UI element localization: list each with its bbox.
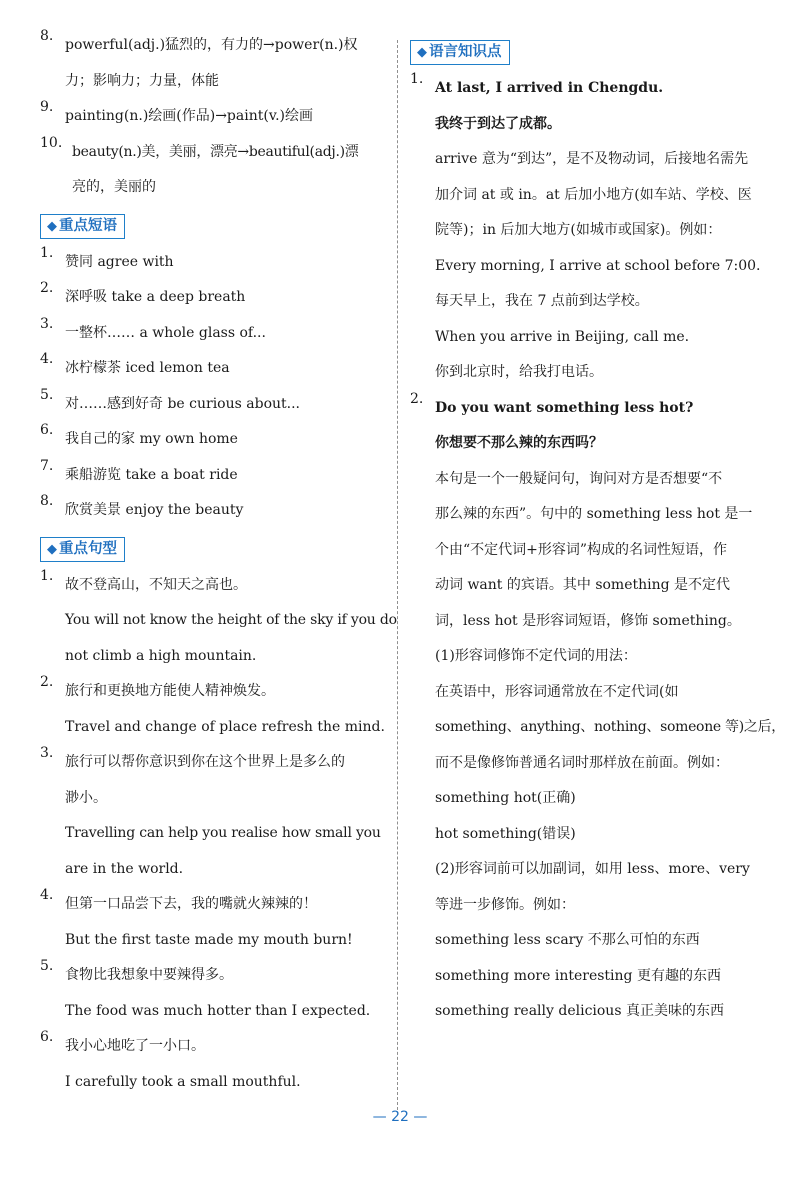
phrase-list xyxy=(40,245,385,529)
section-heading-label: 重点句型 xyxy=(59,540,117,557)
vocab-item xyxy=(40,135,385,206)
point-example: something hot(正确) xyxy=(435,790,576,806)
point-example-en: When you arrive in Beijing, call me. xyxy=(435,328,690,345)
point-text: 在英语中，形容词通常放在不定代词(如 xyxy=(435,683,679,700)
sentence-en: You will not know the height of the sky if you do xyxy=(65,612,397,628)
phrase-item: 一整杯…… a whole glass of... xyxy=(65,324,266,341)
phrase-item: 乘船游览 take a boat ride xyxy=(65,466,238,483)
diamond-icon: ◆ xyxy=(47,541,57,557)
point-text: 院等)；in 后加大地方(如城市或国家)。例如： xyxy=(435,222,722,238)
point-text: arrive 意为“到达”，是不及物动词，后接地名需先 xyxy=(435,151,749,167)
phrase-item: 深呼吸 take a deep breath xyxy=(65,289,246,305)
sentence-zh: 旅行和更换地方能使人精神焕发。 xyxy=(65,683,275,699)
item-number: 4. xyxy=(40,887,54,903)
item-number: 5. xyxy=(40,958,54,974)
item-number: 3. xyxy=(40,745,54,761)
vocab-line: powerful(adj.)猛烈的，有力的→power(n.)权 xyxy=(65,37,358,53)
point-example-zh: 你到北京时，给我打电话。 xyxy=(435,364,603,380)
sentence-en: I carefully took a small mouthful. xyxy=(65,1073,301,1090)
point-text: 动词 want 的宾语。其中 something 是不定代 xyxy=(435,577,731,593)
diamond-icon: ◆ xyxy=(417,45,427,60)
sentence-en: are in the world. xyxy=(65,860,184,877)
point-text: 等进一步修饰。例如： xyxy=(435,896,575,913)
sentence-en: Travel and change of place refresh the mind. xyxy=(65,718,385,735)
diamond-icon: ◆ xyxy=(47,218,57,234)
item-number: 6. xyxy=(40,1029,54,1045)
point-example: hot something(错误) xyxy=(435,825,576,842)
item-number: 1. xyxy=(410,71,424,87)
knowledge-point xyxy=(410,391,755,427)
item-number: 5. xyxy=(40,386,54,403)
point-body xyxy=(410,107,761,391)
sentence-list xyxy=(40,567,397,1101)
sentence-zh: 旅行可以帮你意识到你在这个世界上是多么的 xyxy=(65,754,345,770)
item-number: 8. xyxy=(40,28,54,44)
point-text: 词，less hot 是形容词短语，修饰 something。 xyxy=(435,612,741,629)
vocab-line: 亮的，美丽的 xyxy=(72,179,156,195)
item-number: 2. xyxy=(40,674,54,690)
item-number: 1. xyxy=(40,567,54,584)
point-text: something、anything、nothing、someone 等)之后， xyxy=(435,719,786,735)
knowledge-point xyxy=(410,71,755,107)
phrase-item: 欣赏美景 enjoy the beauty xyxy=(65,502,244,518)
item-number: 1. xyxy=(40,244,54,261)
sentence-item xyxy=(40,567,397,675)
item-number: 9. xyxy=(40,99,54,115)
point-body xyxy=(410,426,786,1030)
sentence-en: Travelling can help you realise how small you xyxy=(65,825,381,841)
point-text: (1)形容词修饰不定代词的用法： xyxy=(435,648,637,664)
page-number: — 22 — xyxy=(372,1109,428,1125)
right-column xyxy=(410,28,786,1030)
point-text: 个由“不定代词+形容词”构成的名词性短语，作 xyxy=(435,541,728,558)
item-number: 8. xyxy=(40,493,54,509)
item-number: 2. xyxy=(410,390,424,407)
sentence-zh: 食物比我想象中要辣得多。 xyxy=(65,967,233,983)
point-title-zh: 我终于到达了成都。 xyxy=(435,115,561,132)
section-heading-phrases xyxy=(40,214,125,239)
point-example: something less scary 不那么可怕的东西 xyxy=(435,932,700,948)
item-number: 6. xyxy=(40,422,54,438)
section-heading-label: 语言知识点 xyxy=(429,44,502,60)
sentence-en: But the first taste made my mouth burn! xyxy=(65,931,353,948)
point-example: something more interesting 更有趣的东西 xyxy=(435,967,721,984)
sentence-item xyxy=(40,745,385,887)
sentence-item xyxy=(40,1029,385,1100)
phrase-item: 对……感到好奇 be curious about... xyxy=(65,395,300,412)
point-text: (2)形容词前可以加副词，如用 less、more、very xyxy=(435,861,750,877)
point-example-en: Every morning, I arrive at school before 7:00. xyxy=(435,257,761,274)
sentence-item xyxy=(40,674,385,745)
item-number: 4. xyxy=(40,351,54,367)
vocab-line: beauty(n.)美，美丽，漂亮→beautiful(adj.)漂 xyxy=(72,143,359,160)
vocab-line: painting(n.)绘画(作品)→paint(v.)绘画 xyxy=(65,108,313,124)
point-text: 而不是像修饰普通名词时那样放在前面。例如： xyxy=(435,754,729,771)
sentence-zh: 渺小。 xyxy=(65,789,107,806)
item-number: 2. xyxy=(40,280,54,296)
point-text: 那么辣的东西”。句中的 something less hot 是一 xyxy=(435,506,753,522)
vocab-line: 力；影响力；力量，体能 xyxy=(65,72,219,89)
phrase-item: 我自己的家 my own home xyxy=(65,431,238,447)
point-text: 本句是一个一般疑问句，询问对方是否想要“不 xyxy=(435,470,723,487)
phrase-item: 冰柠檬茶 iced lemon tea xyxy=(65,360,230,376)
point-title-zh: 你想要不那么辣的东西吗？ xyxy=(435,435,603,451)
section-heading-sentences xyxy=(40,537,125,562)
sentence-item xyxy=(40,887,385,958)
left-column xyxy=(40,28,397,1100)
vocab-item xyxy=(40,99,385,135)
sentence-zh: 我小心地吃了一小口。 xyxy=(65,1038,205,1054)
column-divider xyxy=(397,40,398,1110)
point-example-zh: 每天早上，我在 7 点前到达学校。 xyxy=(435,293,649,309)
phrase-item: 赞同 agree with xyxy=(65,253,174,270)
section-heading-knowledge xyxy=(410,40,510,65)
vocab-item xyxy=(40,28,385,99)
sentence-en: not climb a high mountain. xyxy=(65,647,257,664)
point-title-en: Do you want something less hot? xyxy=(435,399,694,416)
section-heading-label: 重点短语 xyxy=(59,217,117,234)
point-title-en: At last, I arrived in Chengdu. xyxy=(435,80,664,96)
item-number: 3. xyxy=(40,315,54,332)
sentence-zh: 但第一口品尝下去，我的嘴就火辣辣的！ xyxy=(65,896,317,912)
point-text: 加介词 at 或 in。at 后加小地方(如车站、学校、医 xyxy=(435,186,752,203)
point-example: something really delicious 真正美味的东西 xyxy=(435,1003,724,1019)
sentence-zh: 故不登高山，不知天之高也。 xyxy=(65,576,247,593)
item-number: 10. xyxy=(40,134,63,151)
item-number: 7. xyxy=(40,457,54,474)
sentence-item xyxy=(40,958,385,1029)
sentence-en: The food was much hotter than I expected. xyxy=(65,1002,371,1019)
